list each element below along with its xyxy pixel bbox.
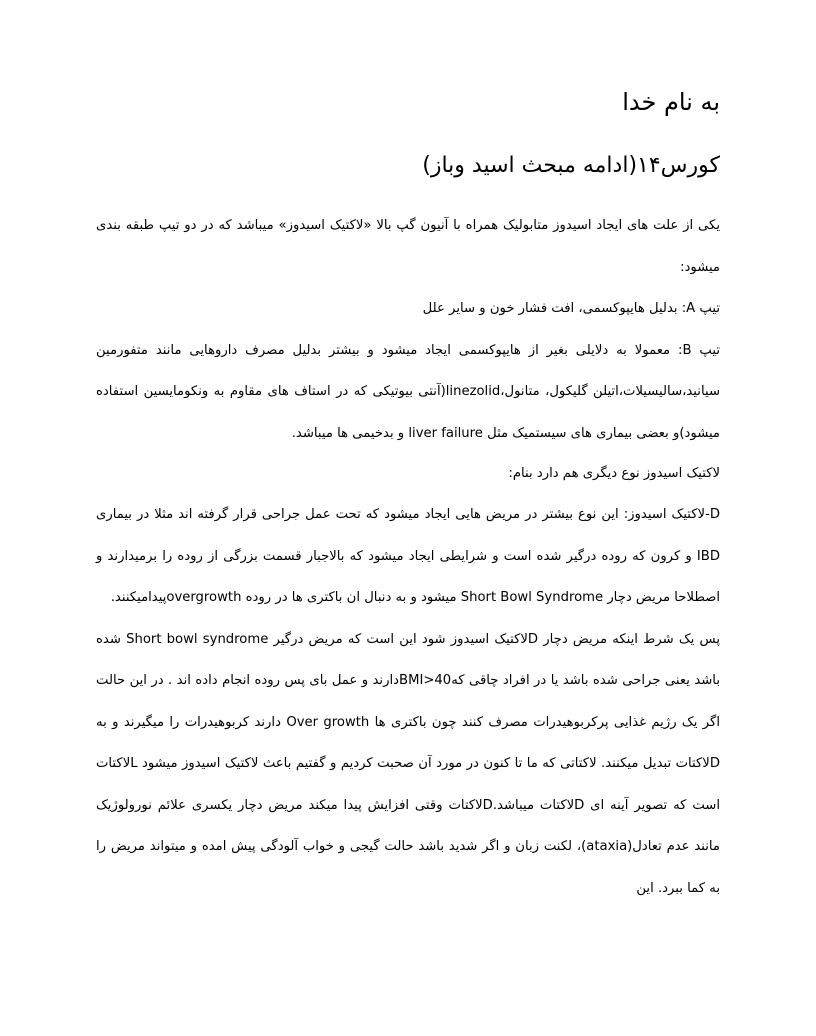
document-title: به نام خدا — [622, 88, 720, 116]
paragraph-other-type: لاکتیک اسیدوز نوع دیگری هم دارد بنام: — [508, 466, 720, 482]
paragraph-type-a: تیپ A: بدلیل هایپوکسمی، افت فشار خون و سایر علل — [422, 301, 720, 317]
paragraph-intro: یکی از علت های ایجاد اسیدوز متابولیک همراه با آنیون گپ بالا «لاکتیک اسیدوز» میباشد که در دو تیپ طبقه بندی میشود: — [96, 218, 720, 275]
paragraph-type-b: تیپ B: معمولا به دلایلی بغیر از هایپوکسمی ایجاد میشود و بیشتر بدلیل مصرف داروهایی مانند متفورمین سیانید،سالیسیلات،اتیلن گلیکول، متانول،linezolid(آنتی بیوتیکی که در استاف های مقاوم به ونکومایسین استفاده میشود)و بعضی بیماری های سیستمیک مثل liver failure و بدخیمی ها میباشد. — [96, 342, 720, 441]
paragraph-d-lactic: D-لاکتیک اسیدوز: این نوع بیشتر در مریض هایی ایجاد میشود که تحت عمل جراحی قرار گرفته اند مثلا در بیماری IBD و کرون که روده درگیر شده است و شرایطی ایجاد میشود که بالاجبار قسمت بزرگی از روده را برمیدارند و اصطلاحا مریض دچار Short Bowl Syndrome میشود و به دنبال ان باکتری ها در روده overgrowthپیدامیکنند. — [96, 507, 720, 606]
document-subtitle: کورس۱۴(ادامه مبحث اسید وباز) — [422, 152, 720, 178]
paragraph-short-bowl: پس یک شرط اینکه مریض دچار Dلاکتیک اسیدوز شود این است که مریض درگیر Short bowl syndrome شده باشد یعنی جراحی شده باشد یا در افراد چاقی که40<BMIدارند و عمل بای پس روده انجام داده اند . در این حالت اگر یک رژیم غذایی پرکربوهیدرات مصرف کنند چون باکتری ها Over growth دارند کربوهیدرات را میگیرند و به Dلاکتات تبدیل میکنند. لاکتاتی که ما تا کنون در مورد آن صحبت کردیم و گفتیم باعث لاکتیک اسیدوز میشود Lلاکتات است که تصویر آینه ای Dلاکتات میباشد.Dلاکتات وقتی افزایش پیدا میکند مریض دچار یکسری علائم نورولوژیک مانند عدم تعادل(ataxia)، لکنت زبان و اگر شدید باشد حالت گیجی و خواب آلودگی پیش امده و میتواند مریض را به کما ببرد. این — [96, 631, 721, 896]
